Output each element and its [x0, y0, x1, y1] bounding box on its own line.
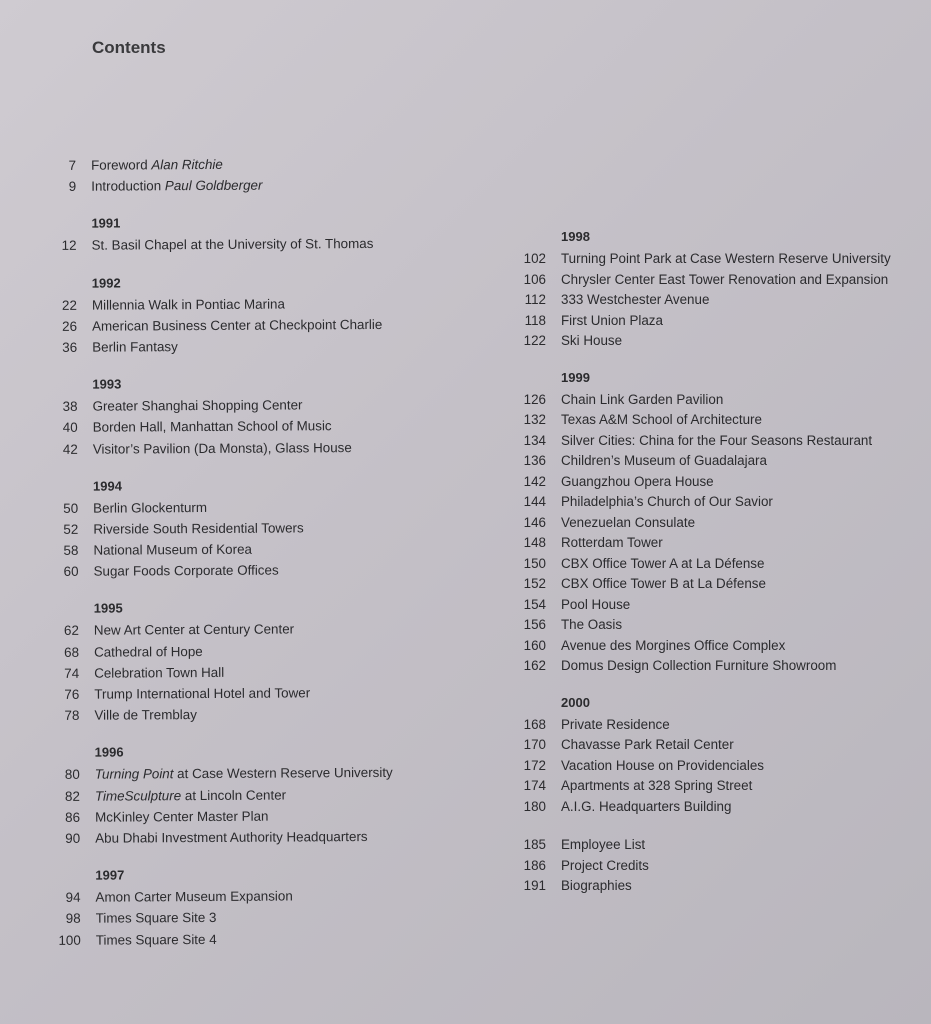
entry-title: First Union Plaza — [561, 312, 663, 328]
page-number: 50 — [63, 500, 79, 516]
year-heading-1994: 1994 — [92, 478, 122, 494]
entry-title: Berlin Fantasy — [92, 339, 178, 355]
entry-title: St. Basil Chapel at the University of St. Thomas — [91, 236, 374, 254]
toc-entry[interactable] — [44, 804, 464, 828]
page-number: 154 — [523, 596, 546, 612]
page-number: 74 — [64, 665, 80, 681]
toc-entry[interactable] — [510, 714, 910, 735]
entry-title: McKinley Center Master Plan — [94, 808, 269, 825]
toc-entry[interactable] — [510, 269, 910, 290]
toc-entry[interactable] — [42, 415, 462, 439]
toc-entry[interactable] — [45, 906, 465, 930]
entry-title: Project Credits — [561, 857, 649, 873]
page-number: 112 — [524, 292, 546, 307]
toc-entry[interactable] — [42, 516, 462, 540]
entry-title: CBX Office Tower B at La Défense — [561, 576, 766, 591]
toc-entry[interactable] — [44, 825, 464, 849]
entry-title: Chrysler Center East Tower Renovation and Expansion — [561, 271, 889, 287]
toc-entry[interactable] — [510, 248, 910, 269]
toc-entry[interactable] — [510, 775, 910, 796]
page-number: 98 — [65, 911, 81, 927]
year-heading-1999: 1999 — [561, 369, 590, 385]
toc-entry[interactable] — [510, 796, 910, 817]
page-title: Contents — [92, 38, 166, 57]
page-number: 102 — [523, 251, 546, 266]
year-heading-1997: 1997 — [95, 867, 125, 883]
entry-title: Greater Shanghai Shopping Center — [92, 397, 303, 414]
toc-entry-employee-list[interactable] — [510, 834, 910, 855]
entry-title: Times Square Site 3 — [95, 910, 217, 926]
page-number: 132 — [523, 412, 546, 427]
entry-title: Texas A&M School of Architecture — [561, 412, 762, 427]
entry-title: Foreword Alan Ritchie — [91, 156, 223, 173]
toc-entry[interactable] — [42, 537, 462, 561]
entry-title: Times Square Site 4 — [95, 931, 217, 948]
page-number: 52 — [63, 521, 79, 537]
page-number: 22 — [61, 297, 77, 313]
toc-entry[interactable] — [510, 614, 910, 635]
contents-column-left — [40, 152, 465, 950]
entry-title: Trump International Hotel and Tower — [94, 685, 311, 702]
entry-title: Philadelphia’s Church of Our Savior — [561, 494, 773, 509]
toc-entry[interactable] — [510, 471, 910, 492]
toc-entry[interactable] — [510, 289, 910, 310]
entry-title: Introduction Paul Goldberger — [91, 177, 263, 194]
toc-entry[interactable] — [510, 491, 910, 512]
page-number: 156 — [523, 617, 546, 632]
entry-title: Amon Carter Museum Expansion — [95, 888, 293, 905]
toc-entry[interactable] — [510, 532, 910, 553]
toc-entry[interactable] — [41, 394, 461, 418]
toc-entry[interactable] — [42, 495, 462, 519]
page-number: 86 — [65, 809, 81, 825]
page-number: 150 — [523, 555, 546, 571]
entry-title: Pool House — [561, 596, 631, 612]
section-spacer — [510, 816, 910, 834]
entry-title: Turning Point at Case Western Reserve University — [94, 765, 393, 783]
entry-title: Sugar Foods Corporate Offices — [93, 562, 279, 579]
entry-title: Employee List — [561, 837, 646, 852]
toc-entry[interactable] — [510, 310, 910, 331]
entry-title: Private Residence — [561, 716, 670, 732]
entry-title: Berlin Glockenturm — [93, 499, 208, 516]
year-heading-1995: 1995 — [93, 600, 123, 617]
year-heading-1991: 1991 — [91, 215, 121, 232]
entry-title: A.I.G. Headquarters Building — [561, 798, 732, 814]
page-number: 185 — [523, 837, 546, 852]
toc-entry[interactable] — [43, 639, 463, 663]
page-number: 172 — [523, 757, 546, 773]
entry-title: Venezuelan Consulate — [561, 514, 696, 530]
work-title-italic: Turning Point — [94, 766, 174, 783]
page-number: 82 — [64, 788, 80, 804]
page-number: 7 — [68, 157, 77, 173]
page-number: 76 — [64, 686, 80, 702]
toc-entry[interactable] — [41, 292, 461, 316]
toc-entry-project-credits[interactable] — [510, 855, 910, 876]
page-number: 174 — [523, 778, 546, 793]
page-number: 122 — [523, 333, 546, 348]
toc-entry[interactable] — [41, 313, 461, 337]
entry-title: Avenue des Morgines Office Complex — [561, 637, 786, 653]
toc-entry[interactable] — [43, 703, 463, 727]
author-name: Paul Goldberger — [164, 177, 263, 194]
entry-title: Celebration Town Hall — [94, 664, 225, 681]
entry-title: New Art Center at Century Center — [93, 621, 295, 639]
toc-entry[interactable] — [510, 553, 910, 574]
entry-title: Millennia Walk in Pontiac Marina — [91, 296, 285, 313]
entry-title: Vacation House on Providenciales — [561, 757, 764, 773]
toc-entry-biographies[interactable] — [510, 875, 910, 896]
page-number: 60 — [63, 564, 79, 580]
page-number: 126 — [523, 391, 546, 407]
entry-title: National Museum of Korea — [93, 541, 253, 558]
year-heading-1998: 1998 — [561, 229, 590, 244]
page-number: 134 — [523, 432, 546, 448]
page-number: 186 — [523, 857, 546, 873]
page-number: 12 — [61, 238, 77, 254]
toc-entry[interactable] — [42, 436, 462, 460]
entry-title: Ville de Tremblay — [94, 707, 197, 723]
entry-title: Borden Hall, Manhattan School of Music — [92, 418, 332, 435]
toc-entry[interactable] — [510, 450, 910, 471]
page-number: 191 — [523, 878, 546, 893]
entry-title: Chain Link Garden Pavilion — [561, 391, 724, 407]
entry-title: Visitor’s Pavilion (Da Monsta), Glass House — [92, 439, 352, 457]
page-number: 118 — [524, 312, 546, 328]
page-number: 42 — [62, 441, 78, 457]
toc-entry[interactable] — [43, 660, 463, 684]
toc-entry[interactable] — [510, 594, 910, 615]
toc-entry[interactable] — [510, 330, 910, 351]
page-number: 80 — [64, 767, 80, 783]
entry-title: 333 Westchester Avenue — [561, 292, 710, 307]
year-heading-1993: 1993 — [92, 376, 122, 392]
page-number: 146 — [523, 514, 546, 530]
toc-entry[interactable] — [510, 389, 910, 410]
entry-title: Rotterdam Tower — [561, 535, 663, 550]
entry-title: The Oasis — [561, 617, 623, 632]
page-number: 78 — [64, 707, 80, 724]
toc-entry[interactable] — [510, 430, 910, 451]
page-number: 38 — [62, 398, 78, 414]
toc-entry[interactable] — [510, 573, 910, 594]
entry-title: Silver Cities: China for the Four Seasons Restaurant — [561, 432, 873, 448]
year-heading-1996: 1996 — [94, 744, 124, 761]
entry-title: CBX Office Tower A at La Défense — [561, 555, 765, 571]
page-number: 58 — [63, 542, 79, 558]
page-number: 142 — [523, 473, 546, 489]
page-number: 100 — [58, 932, 81, 948]
entry-title: Chavasse Park Retail Center — [561, 737, 734, 752]
entry-title: Children’s Museum of Guadalajara — [561, 453, 767, 468]
page-number: 90 — [65, 830, 81, 846]
page-number: 180 — [523, 798, 546, 814]
toc-entry[interactable] — [44, 762, 464, 786]
page-number: 94 — [65, 889, 81, 905]
toc-entry[interactable] — [510, 755, 910, 776]
toc-entry[interactable] — [44, 885, 464, 909]
toc-entry[interactable] — [510, 655, 910, 676]
entry-title: Biographies — [561, 878, 632, 893]
page-number: 26 — [62, 318, 78, 334]
page-number: 152 — [523, 576, 546, 591]
page-number: 68 — [64, 644, 80, 660]
page-number: 136 — [523, 453, 546, 468]
entry-title: American Business Center at Checkpoint Charlie — [91, 316, 383, 334]
toc-entry[interactable] — [44, 783, 464, 807]
page-number: 62 — [63, 623, 79, 639]
entry-title: Cathedral of Hope — [93, 643, 203, 660]
page-number: 40 — [62, 420, 78, 436]
page-number: 36 — [62, 339, 78, 355]
toc-entry[interactable] — [43, 681, 463, 705]
year-heading-2000: 2000 — [561, 694, 590, 710]
toc-entry-introduction[interactable] — [40, 174, 460, 198]
page-number: 162 — [523, 658, 546, 673]
entry-title: TimeSculpture at Lincoln Center — [94, 787, 287, 804]
page-number: 9 — [68, 178, 77, 195]
page-number: 148 — [523, 535, 546, 550]
entry-title: Guangzhou Opera House — [561, 473, 714, 489]
page-number: 168 — [523, 716, 546, 732]
author-name: Alan Ritchie — [151, 156, 223, 173]
toc-entry[interactable] — [40, 233, 460, 257]
entry-title: Apartments at 328 Spring Street — [561, 778, 753, 793]
page-number: 144 — [523, 494, 546, 509]
entry-title: Ski House — [561, 333, 623, 348]
toc-entry[interactable] — [510, 635, 910, 656]
entry-title: Riverside South Residential Towers — [93, 520, 304, 537]
entry-title: Turning Point Park at Case Western Reserve University — [561, 251, 891, 266]
toc-entry[interactable] — [510, 734, 910, 755]
entry-title: Abu Dhabi Investment Authority Headquarters — [95, 828, 368, 846]
page-number: 170 — [523, 737, 546, 752]
entry-title: Domus Design Collection Furniture Showroom — [561, 658, 837, 673]
toc-entry[interactable] — [510, 512, 910, 533]
toc-entry[interactable] — [45, 927, 465, 951]
toc-entry-foreword[interactable] — [40, 152, 460, 176]
toc-entry[interactable] — [41, 334, 461, 358]
page-number: 106 — [523, 271, 546, 287]
toc-entry[interactable] — [510, 409, 910, 430]
contents-column-right — [510, 226, 910, 896]
page-number: 160 — [523, 637, 546, 653]
year-heading-1992: 1992 — [91, 275, 121, 291]
toc-entry[interactable] — [43, 618, 463, 642]
work-title-italic: TimeSculpture — [94, 787, 182, 804]
toc-entry[interactable] — [42, 559, 462, 583]
